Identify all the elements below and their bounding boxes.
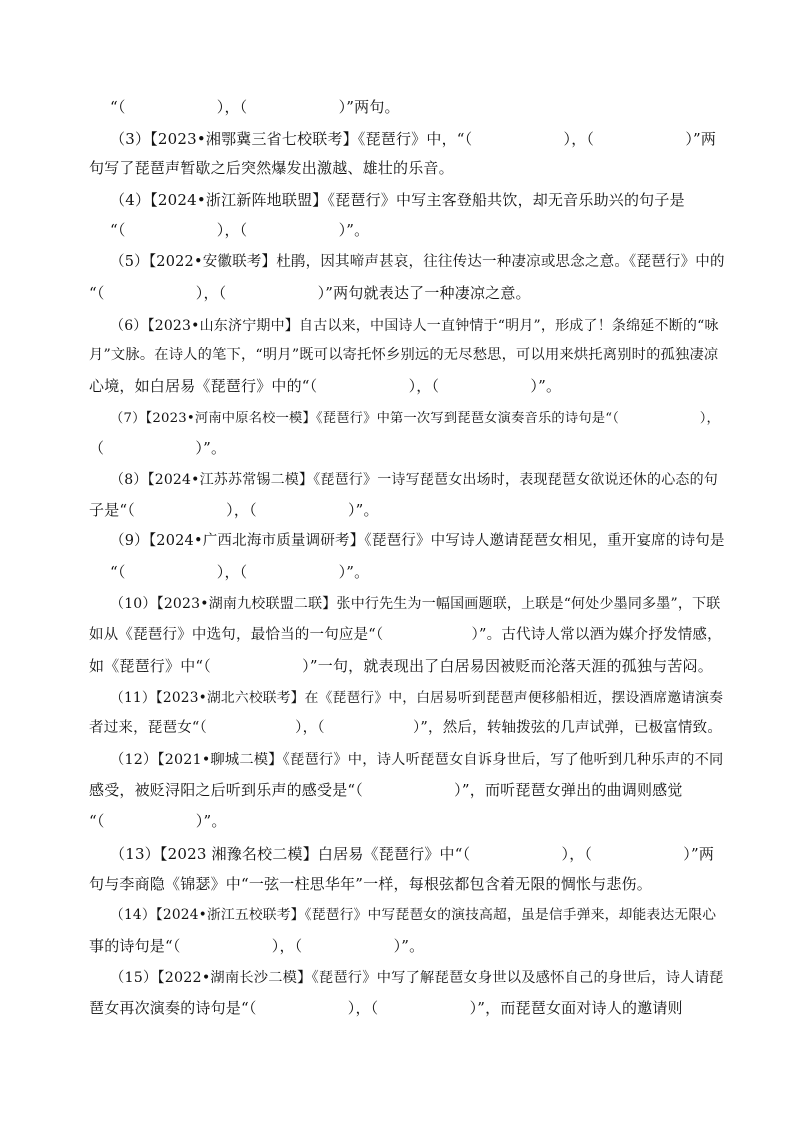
text-line: （4）【2024•浙江新阵地联盟】《琵琶行》中写主客登船共饮，却无音乐助兴的句子是 [110,191,685,209]
text-line: 琶女再次演奏的诗句是“（ ），（ ）”，而琵琶女面对诗人的邀请则 [89,999,683,1017]
text-line: 句与李商隐《锦瑟》中“一弦一柱思华年”一样，每根弦都包含着无限的惆怅与悲伤。 [89,875,652,893]
text-line: 心境，如白居易《琵琶行》中的“（ ），（ ）”。 [89,377,562,395]
text-line: 月”文脉。在诗人的笔下，“明月”既可以寄托怀乡别远的无尽愁思，可以用来烘托离别时的孤独凄凉 [89,347,719,363]
text-line: （14）【2024•浙江五校联考】《琵琶行》中写琵琶女的演技高超，虽是信手弹来，却能表达无限心 [110,907,717,923]
text-line: “（ ），（ ）”。 [110,563,370,581]
text-line: （5）【2022•安徽联考】杜鹃，因其啼声甚哀，往往传达一种凄凉或思念之意。《琵琶行》中的 [110,254,725,270]
text-line: “（ ）”。 [89,812,227,830]
text-line: （10）【2023•湖南九校联盟二联】张中行先生为一幅国画题联，上联是“何处少墨同多墨”，下联 [110,596,721,612]
text-line: 事的诗句是“（ ），（ ）”。 [89,937,425,955]
text-line: “（ ），（ ）”。 [110,221,370,239]
text-line: “（ ），（ ）”两句就表达了一种凄凉之意。 [89,284,531,302]
text-line: 子是“（ ），（ ）”。 [89,501,379,519]
text-line: （3）【2023•湘鄂冀三省七校联考】《琵琶行》中，“（ ），（ ）”两 [110,130,717,148]
text-line: （15）【2022•湖南长沙二模】《琵琶行》中写了解琵琶女身世以及感怀自己的身世后，诗人请琵 [110,970,724,986]
text-line: （11）【2023•湖北六校联考】在《琵琶行》中，白居易听到琵琶声便移船相近，摆设酒席邀请演奏 [110,690,724,706]
text-line: 句写了琵琶声暂歇之后突然爆发出激越、雄壮的乐音。 [89,159,454,177]
text-line: “（ ），（ ）”两句。 [110,98,400,116]
text-line: （12）【2021•聊城二模】《琵琶行》中，诗人听琵琶女自诉身世后，写了他听到几种乐声的不同 [110,752,724,768]
text-line: 如从《琵琶行》中选句，最恰当的一句应是“（ ）”。古代诗人常以酒为媒介抒发情感， [89,627,722,643]
text-line: （13）【2023 湘豫名校二模】白居易《琵琶行》中“（ ），（ ）”两 [110,845,715,863]
text-line: （9）【2024•广西北海市质量调研考】《琵琶行》中写诗人邀请琵琶女相见，重开宴席的诗句是 [110,533,725,549]
text-line: （ ）”。 [89,439,227,457]
text-line: （7）【2023•河南中原名校一模】《琵琶行》中第一次写到琵琶女演奏音乐的诗句是“（ ）， [110,411,720,426]
text-line: 者过来，琵琶女“（ ），（ ）”，然后，转轴拨弦的几声试弹，已极富情致。 [89,720,723,736]
text-line: 如《琵琶行》中“（ ）”一句，就表现出了白居易因被贬而沦落天涯的孤独与苦闷。 [89,657,713,675]
text-line: 感受，被贬浔阳之后听到乐声的感受是“（ ）”，而听琵琶女弹出的曲调则感觉 [89,781,683,799]
text-line: （6）【2023•山东济宁期中】自古以来，中国诗人一直钟情于“明月”，形成了！条绵延不断的“咏 [110,318,719,334]
text-line: （8）【2024•江苏苏常锡二模】《琵琶行》一诗写琵琶女出场时，表现琵琶女欲说还休的心态的句 [110,472,718,488]
